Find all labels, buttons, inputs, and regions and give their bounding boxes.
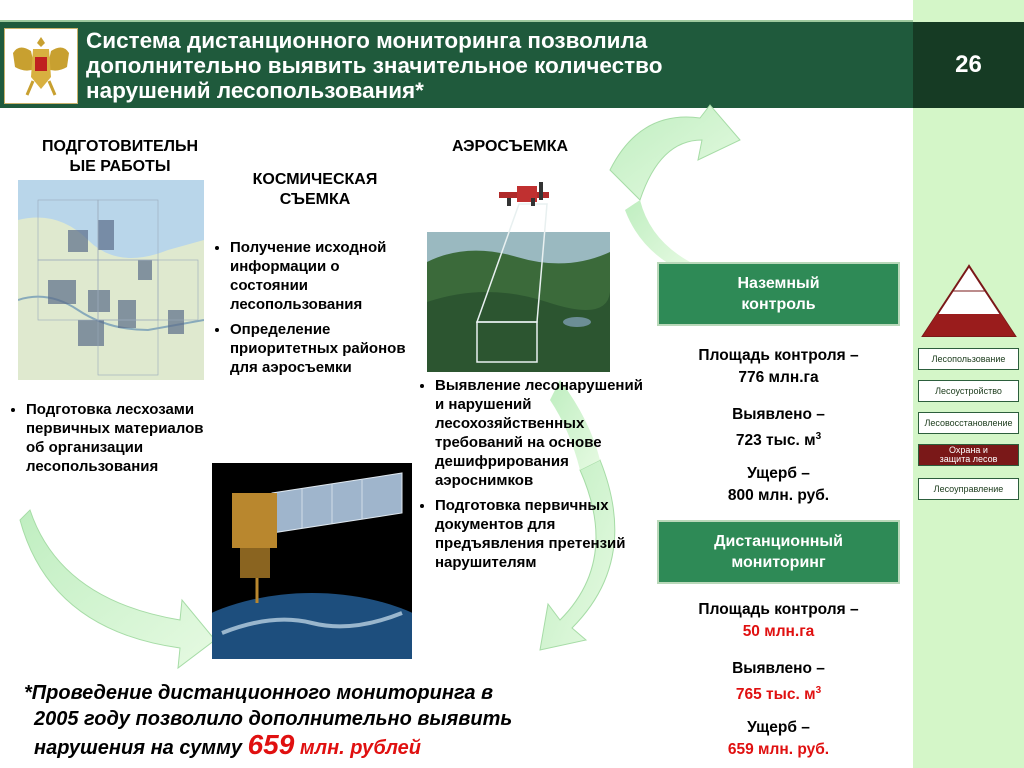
ground-control-box: Наземный контроль — [657, 262, 900, 326]
footnote — [24, 680, 664, 761]
remote-damage-stat — [657, 717, 900, 761]
remote-area-label: Площадь контроля – — [698, 601, 859, 618]
nav-forest-administration[interactable]: Лесоуправление — [918, 478, 1019, 500]
prep-works-title: ПОДГОТОВИТЕЛЬН ЫЕ РАБОТЫ — [41, 138, 199, 175]
space-bullet-item: • Получение исходной информации о состоянии лесопользования — [230, 238, 415, 314]
ground-damage-value: 800 млн. руб. — [727, 487, 830, 504]
remote-monitoring-box: Дистанционный мониторинг — [657, 520, 900, 584]
satellite-image — [212, 463, 412, 659]
ground-area-label: Площадь контроля – — [698, 347, 859, 364]
arrow-to-ground — [610, 105, 740, 200]
remote-found-stat — [657, 658, 900, 706]
ground-area-value: 776 млн.га — [738, 369, 819, 386]
remote-found-value: 765 тыс. $м^3$ — [735, 685, 822, 704]
remote-damage-label: Ущерб – — [747, 719, 810, 736]
ground-area-stat — [657, 345, 900, 389]
footnote-unit: млн. рублей — [294, 737, 421, 759]
nav-forest-management[interactable]: Лесоустройство — [918, 380, 1019, 402]
nav-reforestation[interactable]: Лесовосстановление — [918, 412, 1019, 434]
space-bullets — [210, 238, 415, 383]
footnote-line-2: 2005 году позволило дополнительно выявить — [34, 708, 513, 730]
map-image — [18, 180, 204, 380]
aerial-survey-title: АЭРОСЪЕМКА — [451, 138, 569, 155]
remote-found-label: Выявлено – — [732, 660, 825, 677]
aerial-photo — [427, 172, 610, 372]
aero-bullets — [415, 376, 643, 578]
remote-damage-value: 659 млн. руб. — [727, 741, 830, 758]
arrow-to-space — [20, 510, 215, 668]
space-survey-title: КОСМИЧЕСКАЯ СЪЕМКА — [252, 171, 378, 208]
space-bullet-item: • Определение приоритетных районов для аэросъемки — [230, 320, 415, 377]
remote-area-stat — [657, 599, 900, 643]
ground-found-value: 723 тыс. $м^3$ — [735, 431, 822, 450]
footnote-amount: 659 — [247, 729, 295, 760]
aero-bullet-item: • Подготовка первичных документов для предъявления претензий нарушителям — [435, 496, 643, 572]
ground-damage-stat — [657, 463, 900, 507]
ground-found-stat — [657, 404, 900, 452]
arrow-to-ground-tail — [625, 200, 690, 270]
prep-bullets — [6, 400, 211, 482]
footnote-line-1: *Проведение дистанционного мониторинга в — [24, 682, 494, 704]
pyramid-icon — [919, 262, 1019, 340]
nav-forest-use[interactable]: Лесопользование — [918, 348, 1019, 370]
nav-forest-protection[interactable]: Охрана и защита лесов — [918, 444, 1019, 466]
remote-area-value: 50 млн.га — [742, 623, 815, 640]
prep-bullet-item: • Подготовка лесхозами первичных материалов об организации лесопользования — [26, 400, 211, 476]
footnote-line-3: нарушения на сумму 659 млн. рублей — [34, 729, 421, 760]
aero-bullet-item: • Выявление лесонарушений и нарушений лесохозяйственных требований на основе дешифрирования аэроснимков — [435, 376, 643, 490]
page-title: Система дистанционного мониторинга позволила дополнительно выявить значительное количество нарушений лесопользования* — [86, 28, 663, 103]
ground-found-label: Выявлено – — [732, 406, 825, 423]
ground-damage-label: Ущерб – — [747, 465, 810, 482]
page-number: 26 — [913, 22, 1024, 108]
